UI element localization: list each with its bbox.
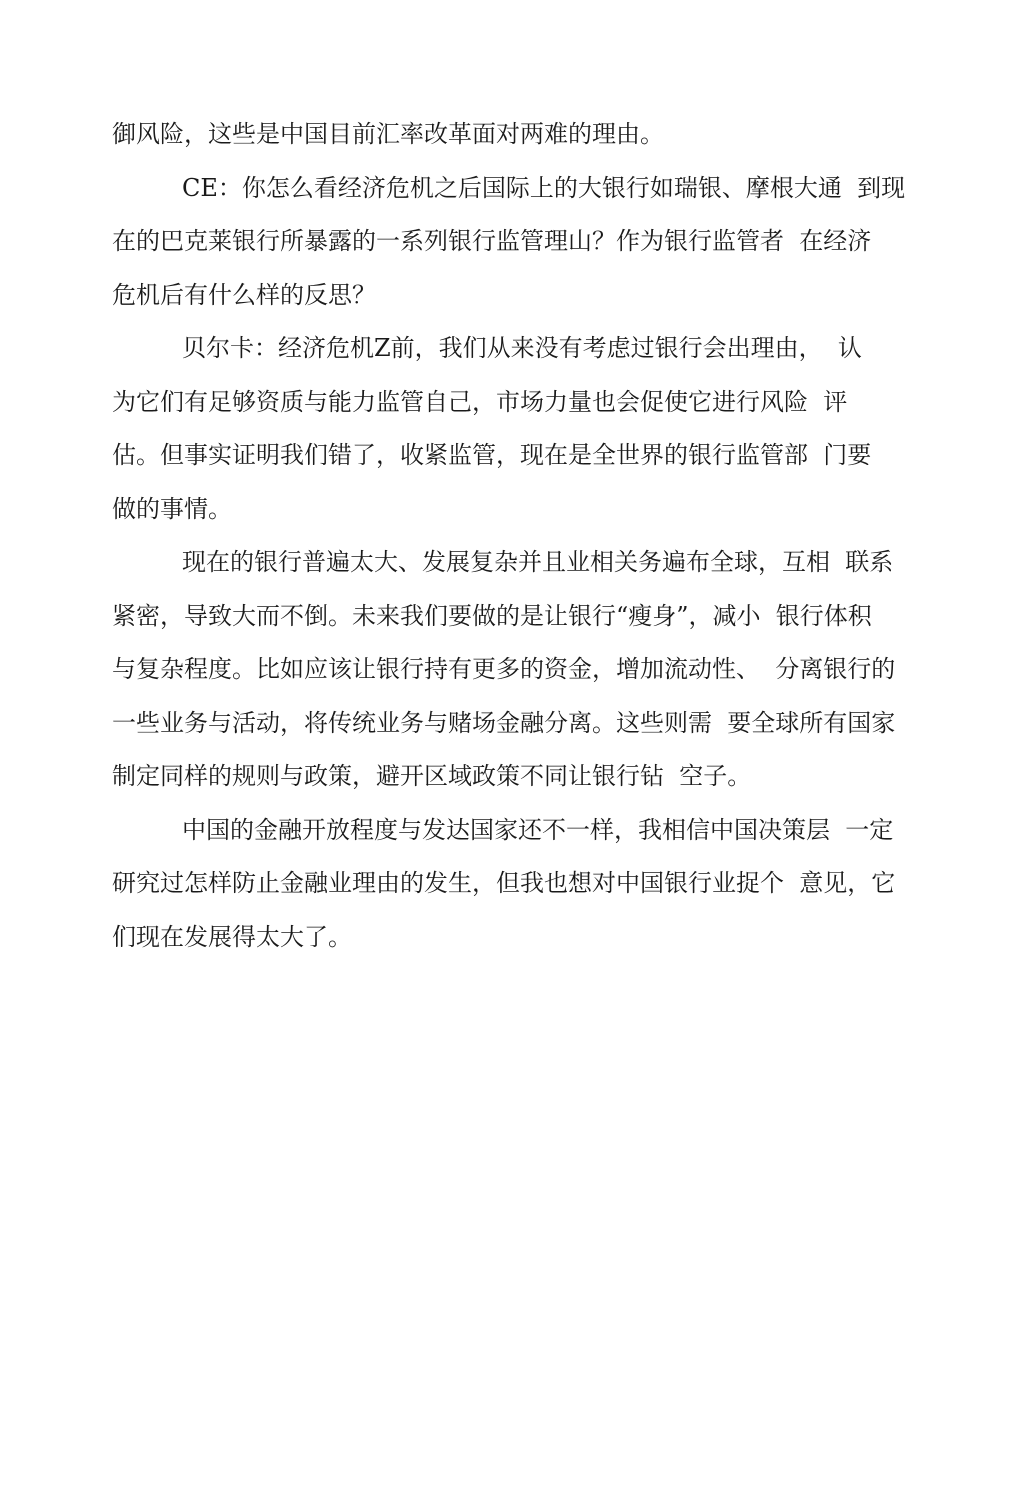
text-line: 做的事情。 <box>112 494 232 523</box>
text-line: 研究过怎样防止金融业理由的发生，但我也想对中国银行业捉个 意见，它 <box>112 869 896 897</box>
text-line: 御风险，这些是中国目前汇率改革面对两难的理由。 <box>112 120 664 148</box>
text-line: 危机后有什么样的反思？ <box>112 280 376 309</box>
text-line: 们现在发展得太大了。 <box>112 922 352 951</box>
paragraph-first-line: 现在的银行普遍太大、发展复杂并且业相关务遍布全球，互相 联系 <box>182 548 894 576</box>
paragraph-first-line: CE：你怎么看经济危机之后国际上的大银行如瑞银、摩根大通 到现 <box>182 173 906 202</box>
article-body <box>112 108 912 964</box>
text-line: 估。但事实证明我们错了，收紧监管，现在是全世界的银行监管部 门要 <box>112 441 872 469</box>
paragraph-first-line: 贝尔卡：经济危机Z前，我们从来没有考虑过银行会出理由， 认 <box>182 334 862 362</box>
paragraph-first-line: 中国的金融开放程度与发达国家还不一样，我相信中国决策层 一定 <box>182 815 894 844</box>
text-line: 在的巴克莱银行所暴露的一系列银行监管理山？作为银行监管者 在经济 <box>112 227 872 255</box>
text-line: 与复杂程度。比如应该让银行持有更多的资金，增加流动性、 分离银行的 <box>112 655 896 683</box>
text-line: 为它们有足够资质与能力监管自己，市场力量也会促使它进行风险 评 <box>112 387 848 416</box>
text-line: 制定同样的规则与政策，避开区域政策不同让银行钻 空子。 <box>112 762 752 790</box>
text-line: 紧密，导致大而不倒。未来我们要做的是让银行“瘦身”，减小 银行体积 <box>112 601 872 630</box>
text-line: 一些业务与活动，将传统业务与赌场金融分离。这些则需 要全球所有国家 <box>112 708 896 737</box>
